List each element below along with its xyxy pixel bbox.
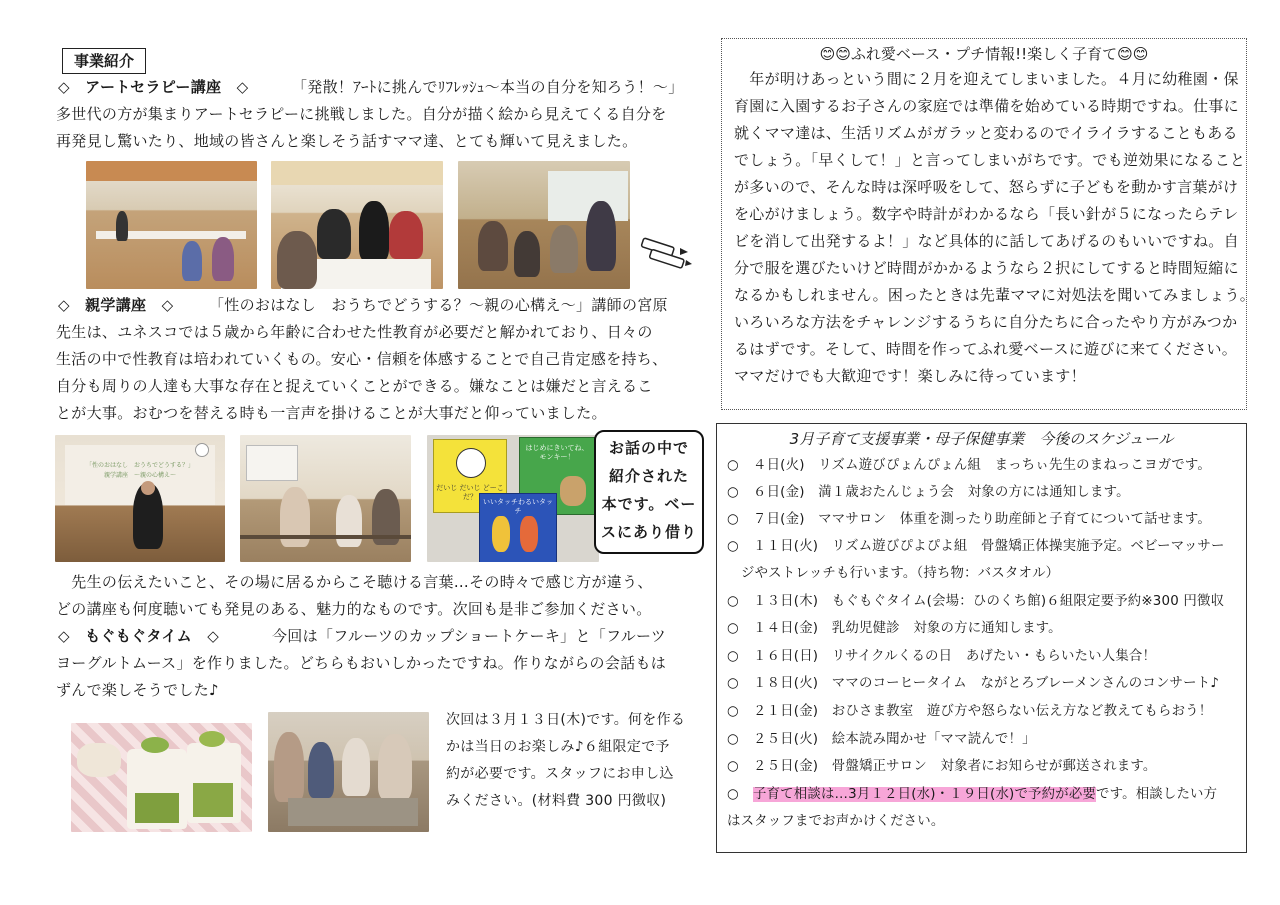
parent-text-line-1: 先生は、ユネスコでは５歳から年齢に合わせた性教育が必要だと解かれており、日々の [56,323,653,341]
art-text-line-2: 再発見し驚いたり、地域の皆さんと楽しそう話すママ達、とても輝いて見えました。 [56,132,638,150]
info-line-9: なるかもしれません。困ったときは先輩ママに対処法を聞いてみましょう。 [734,286,1256,304]
schedule-item-10: ○ ２５日(火) 絵本読み聞かせ「ママ読んで！」 [727,732,1036,747]
book-cover-2: はじめにきいてね、モンキー！ [519,437,595,515]
mogu-next-line-1: 次回は３月１３日(木)です。何を作る [446,712,686,728]
info-line-6: を心がけましょう。数字や時計がわかるなら「長い針が５になったらテレ [734,205,1239,223]
book-cover-1: だいじ だいじ どーこだ？ [433,439,507,513]
schedule-title: 3月子育て支援事業・母子保健事業 今後のスケジュール [789,430,1174,448]
lecture-photo-2 [240,435,411,562]
schedule-item-8: ○ １８日(火) ママのコーヒータイム ながとろブレーメンさんのコンサート♪ [727,676,1220,691]
art-photo-2 [271,161,443,289]
schedule-item-6: ○ １４日(金) 乳幼児健診 対象の方に通知します。 [727,621,1062,636]
mogu-first-line: 今回は「フルーツのカップショートケーキ」と「フルーツ [272,627,667,645]
schedule-item-4-cont: ジやストレッチも行います。（持ち物：バスタオル） [741,566,1060,581]
schedule-item-7: ○ １６日(日) リサイクルくるの日 あげたい・もらいたい人集合！ [727,649,1157,664]
schedule-consult: ○ 子育て相談は…3月１２日(水)・１９日(水)で予約が必要です。相談したい方 [727,787,1218,802]
schedule-item-3: ○ ７日(金) ママサロン 体重を測ったり助産師と子育てについて話せます。 [727,512,1211,527]
schedule-item-4: ○ １１日(火) リズム遊びぴよぴよ組 骨盤矯正体操実施予定。ベビーマッサー [727,539,1225,554]
schedule-item-9: ○ ２１日(金) おひさま教室 遊び方や怒らない伝え方など教えてもらおう！ [727,704,1213,719]
mogu-next-line-2: かは当日のお楽しみ♪６組限定で予 [446,739,670,755]
crayon-icon [636,234,692,274]
mogu-next-line-3: 約が必要です。スタッフにお申し込 [446,766,674,782]
slide-text-2: 親学講座 ～親の心構え～ [103,472,176,479]
schedule-consult-cont: はスタッフまでお声かけください。 [727,814,945,829]
art-photo-3 [458,161,630,289]
consult-highlight: 子育て相談は…3月１２日(水)・１９日(水)で予約が必要 [753,787,1096,802]
art-photo-1 [86,161,257,289]
mogu-text-line-2: ずんで楽しそうでした♪ [56,681,219,699]
schedule-item-11: ○ ２５日(金) 骨盤矯正サロン 対象者にお知らせが郵送されます。 [727,759,1157,774]
info-line-4: でしょう。「早くして！」と言ってしまいがちです。でも逆効果になること [734,151,1246,169]
parent-after-line-2: どの講座も何度聴いても発見のある、魅力的なものです。次回も是非ご参加ください。 [56,600,652,618]
info-title: 😊😊ふれ愛ベース・プチ情報!!楽しく子育て😊😊 [819,45,1149,63]
books-photo [427,435,599,562]
info-line-12: ママだけでも大歓迎です！楽しみに待っています！ [734,367,1086,385]
art-text-line-1: 多世代の方が集まりアートセラピーに挑戦しました。自分が描く絵から見えてくる自分を [56,105,667,123]
schedule-item-5: ○ １３日(木) もぐもぐタイム(会場：ひのくち館)６組限定要予約※300 円徴収 [727,594,1225,609]
art-subtitle: 「発散！ｱｰﾄに挑んでﾘﾌﾚｯｼｭ～本当の自分を知ろう！～」 [292,78,684,96]
parent-text-line-3: 自分も周りの人達も大事な存在と捉えていくことができる。嫌なことは嫌だと言えるこ [56,377,653,395]
parent-text-line-4: とが大事。おむつを替える時も一言声を掛けることが大事だと仰っていました。 [56,404,607,422]
parent-subtitle: 「性のおはなし おうちでどうする？～親の心構え～」講師の宮原 [209,296,668,314]
schedule-item-1: ○ ４日(火) リズム遊びぴょんぴょん組 まっちぃ先生のまねっこヨガです。 [727,458,1211,473]
info-line-11: るはずです。そして、時間を作ってふれ愛ベースに遊びに来てください。 [734,340,1238,358]
book-cover-3: いいタッチわるいタッチ [479,493,557,562]
info-line-5: が多いので、そんな時は深呼吸をして、怒らずに子どもを動かす言葉がけ [734,178,1239,196]
parent-text-line-2: 生活の中で性教育は培われていくもの。安心・信頼を体感することで自己肯定感を持ち、 [56,350,668,368]
parent-heading: ◇ 親学講座 ◇ [58,296,174,314]
info-line-1: 年が明けあっという間に２月を迎えてしまいました。４月に幼稚園・保 [734,70,1239,88]
info-line-10: いろいろな方法をチャレンジするうちに自分たちに合ったやり方がみつか [734,313,1238,331]
cooking-photo [268,712,429,832]
info-line-7: ビを消して出発するよ！」など具体的に話してあげるのもいいですね。自 [734,232,1239,250]
cake-photo [71,723,252,832]
info-line-3: 就くママ達は、生活リズムがガラッと変わるのでイライラすることもある [734,124,1238,142]
slide-text-1: 「性のおはなし おうちでどうする？」 [86,462,194,469]
section-badge: 事業紹介 [62,48,146,74]
books-callout: お話の中で 紹介された 本です。ベー スにあり借り [594,430,704,554]
art-heading: ◇ アートセラピー講座 ◇ [58,78,249,96]
mogu-text-line-1: ヨーグルトムース」を作りました。どちらもおいしかったですね。作りながらの会話もは [56,654,667,672]
parent-after-line-1: 先生の伝えたいこと、その場に居るからこそ聴ける言葉…その時々で感じ方が違う、 [56,573,653,591]
mogu-next-line-4: みください。(材料費 300 円徴収) [446,793,667,809]
schedule-item-2: ○ ６日(金) 満１歳おたんじょう会 対象の方には通知します。 [727,485,1130,500]
info-line-2: 育園に入園するお子さんの家庭では準備を始めている時期ですね。仕事に [734,97,1239,115]
lecture-photo-1 [55,435,225,562]
info-line-8: 分で服を選びたいけど時間がかかるようなら２択にしてすると時間短縮に [734,259,1239,277]
mogu-heading: ◇ もぐもぐタイム ◇ [58,627,220,645]
